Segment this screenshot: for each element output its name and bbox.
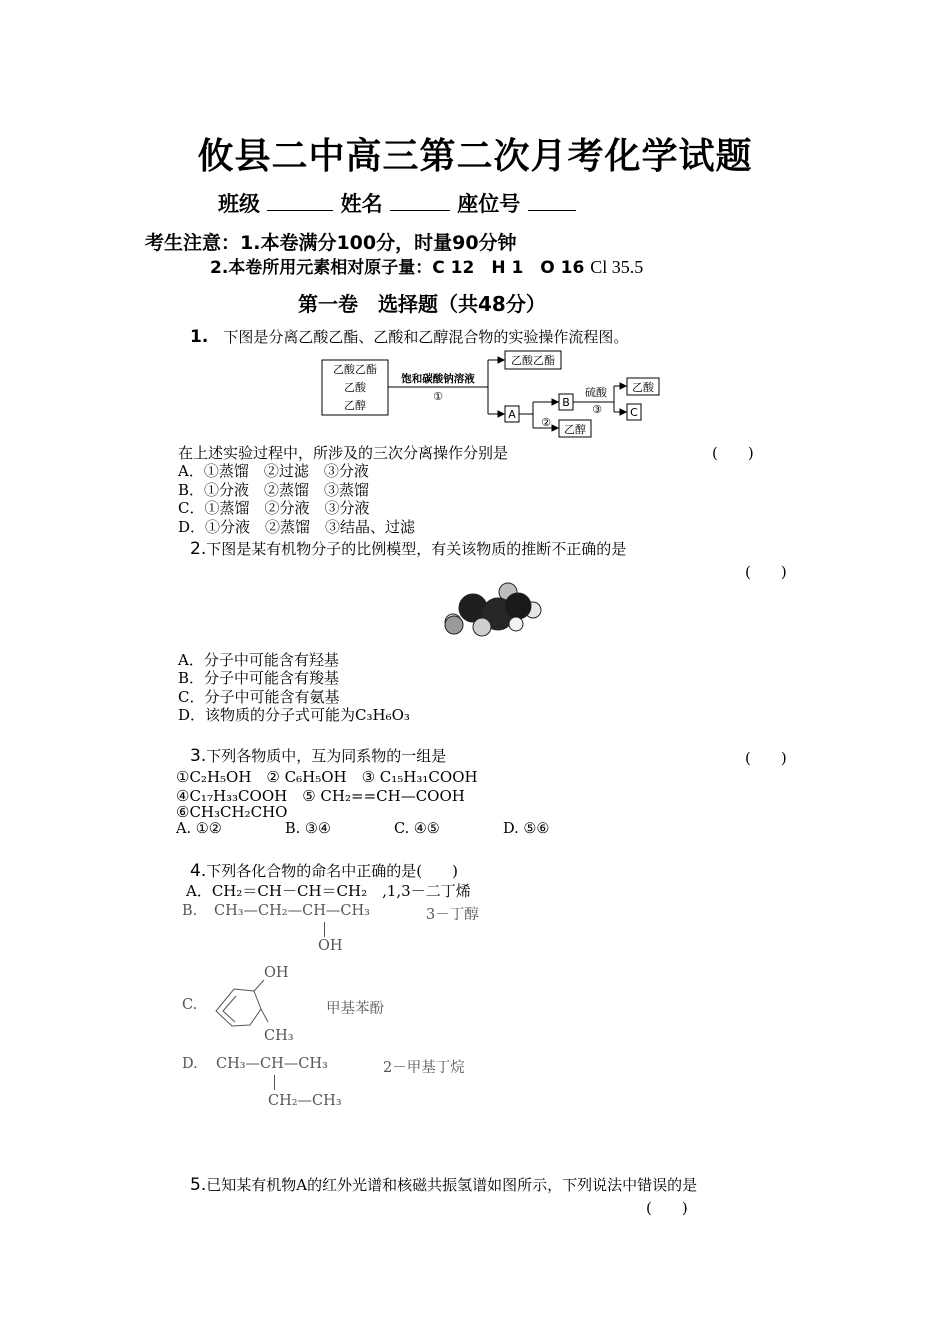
q4-option-c-benzene-ring <box>206 978 272 1038</box>
q4-number: 4. <box>190 861 207 881</box>
q1-question: 在上述实验过程中，所涉及的三次分离操作分别是 <box>178 444 509 462</box>
q2-option-d: D．该物质的分子式可能为C₃H₆O₃ <box>178 706 410 724</box>
diagram-mix-1: 乙酸乙酯 <box>333 363 377 376</box>
notice-line-2 <box>210 253 643 278</box>
q4-option-d-label: D. <box>182 1056 198 1072</box>
diagram-step-2: ② <box>541 416 551 429</box>
q1-flow-diagram <box>318 350 668 440</box>
q3-line-1: ①C₂H₅OH ② C₆H₅OH ③ C₁₅H₃₁COOH <box>176 768 478 786</box>
section-title: 第一卷 选择题（共48分） <box>298 292 546 316</box>
q4-option-d-formula: CH₃—CH—CH₃ <box>216 1056 328 1072</box>
q5-header <box>190 1174 697 1195</box>
q2-stem: 下图是某有机物分子的比例模型，有关该物质的推断不正确的是 <box>206 540 627 558</box>
q4-option-c-name: 甲基苯酚 <box>326 1001 384 1017</box>
notice-line-1: 考生注意：1.本卷满分100分，时量90分钟 <box>145 232 517 254</box>
diagram-top-product: 乙酸乙酯 <box>511 354 555 367</box>
diagram-c: C <box>630 406 638 419</box>
q2-option-a: A．分子中可能含有羟基 <box>178 651 339 669</box>
q4-option-a: A．CH₂＝CH－CH＝CH₂ ,1,3－二丁烯 <box>186 882 471 900</box>
q2-option-c: C．分子中可能含有氨基 <box>178 688 340 706</box>
student-info-line <box>218 188 576 218</box>
q1-option-c: C．①蒸馏 ②分液 ③分液 <box>178 499 370 517</box>
q3-line-3: ⑥CH₃CH₂CHO <box>176 803 288 821</box>
notice-line-2-cl: Cl 35.5 <box>590 257 644 277</box>
q3-option-b: B. ③④ <box>285 821 331 837</box>
q4-option-b-label: B. <box>182 903 198 919</box>
notice-line-2-prefix: 2.本卷所用元素相对原子量：C 12 H 1 O 16 <box>210 258 585 278</box>
q1-number: 1. <box>190 327 209 347</box>
q3-option-d: D. ⑤⑥ <box>503 821 550 837</box>
q5-number: 5. <box>190 1175 207 1195</box>
page-title: 攸县二中高三第二次月考化学试题 <box>197 136 753 177</box>
diagram-reagent: 饱和碳酸钠溶液 <box>401 373 475 385</box>
q4-option-c-label: C. <box>182 997 198 1013</box>
q4-option-c-ch3: CH₃ <box>264 1028 294 1044</box>
q2-option-b: B．分子中可能含有羧基 <box>178 669 340 687</box>
q2-bracket: ( ) <box>745 563 787 581</box>
class-label: 班级 <box>218 192 260 216</box>
diagram-acid: 硫酸 <box>585 386 607 399</box>
q4-stem: 下列各化合物的命名中正确的是( ) <box>206 862 458 880</box>
diagram-mix-2: 乙酸 <box>344 381 366 394</box>
q1-option-b: B．①分液 ②蒸馏 ③蒸馏 <box>178 481 370 499</box>
q2-header <box>190 538 626 559</box>
class-blank <box>267 192 333 211</box>
q4-option-b-name: 3－丁醇 <box>426 907 479 923</box>
seat-blank <box>528 192 576 211</box>
q1-header <box>190 326 628 347</box>
diagram-ethanol: 乙醇 <box>564 423 586 436</box>
q4-option-c-oh: OH <box>264 965 289 981</box>
q4-header <box>190 860 458 881</box>
q3-bracket: ( ) <box>745 749 787 767</box>
diagram-step-1: ① <box>433 390 443 403</box>
q3-option-a: A. ①② <box>176 821 222 837</box>
q2-number: 2. <box>190 539 207 559</box>
diagram-step-3: ③ <box>592 403 602 416</box>
diagram-acid-product: 乙酸 <box>632 381 654 394</box>
q4-option-d-sub: CH₂—CH₃ <box>268 1093 342 1109</box>
q3-line-2: ④C₁₇H₃₃COOH ⑤ CH₂==CH—COOH <box>176 787 465 805</box>
q4-option-b-formula: CH₃—CH₂—CH—CH₃ <box>214 903 370 919</box>
q3-option-c: C. ④⑤ <box>394 821 440 837</box>
q1-option-a: A．①蒸馏 ②过滤 ③分液 <box>178 462 369 480</box>
diagram-b: B <box>562 396 570 409</box>
q4-option-d-bond <box>274 1075 275 1090</box>
q2-molecule-model <box>440 578 550 644</box>
q5-stem: 已知某有机物A的红外光谱和核磁共振氢谱如图所示，下列说法中错误的是 <box>206 1176 698 1194</box>
name-label: 姓名 <box>340 192 383 216</box>
q3-stem: 下列各物质中，互为同系物的一组是 <box>206 747 447 765</box>
diagram-a: A <box>508 408 516 421</box>
q1-bracket: ( ) <box>712 444 754 462</box>
name-blank <box>390 192 450 211</box>
q1-stem: 下图是分离乙酸乙酯、乙酸和乙醇混合物的实验操作流程图。 <box>223 328 629 346</box>
q3-number: 3. <box>190 746 207 766</box>
q4-option-d-name: 2－甲基丁烷 <box>383 1060 465 1076</box>
q3-header <box>190 745 446 766</box>
q1-option-d: D．①分液 ②蒸馏 ③结晶、过滤 <box>178 518 416 536</box>
diagram-mix-3: 乙醇 <box>344 399 366 412</box>
q4-option-b-sub: OH <box>318 938 343 954</box>
seat-label: 座位号 <box>457 192 521 216</box>
q4-option-b-bond <box>324 922 325 937</box>
q5-bracket: ( ) <box>646 1199 688 1217</box>
